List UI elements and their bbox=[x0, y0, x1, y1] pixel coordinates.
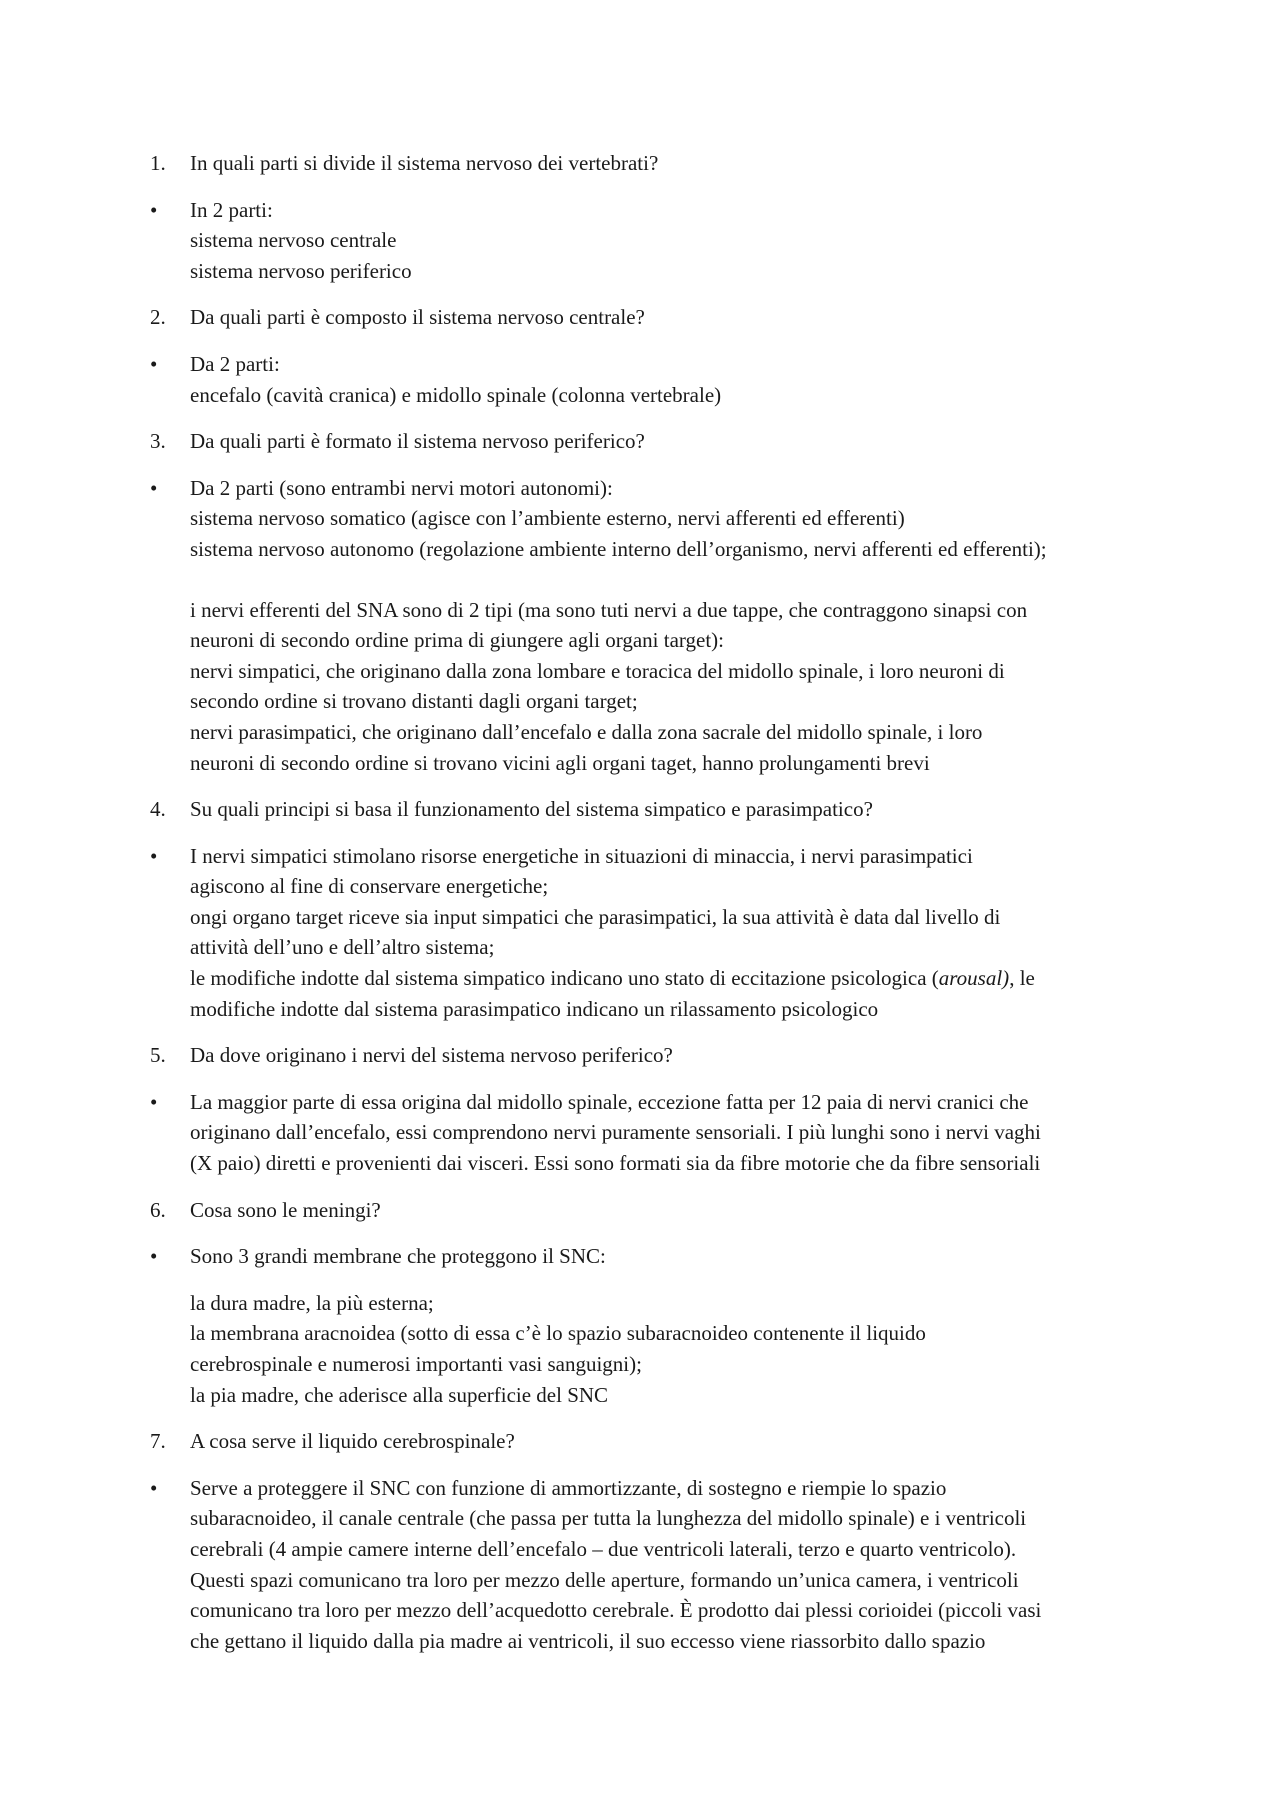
answer-6-details bbox=[150, 1288, 1160, 1410]
answer-1 bbox=[150, 195, 1160, 287]
text-line: Da dove originano i nervi del sistema nervoso periferico? bbox=[190, 1043, 673, 1068]
question-text bbox=[190, 794, 1160, 825]
answer-6 bbox=[150, 1241, 1160, 1272]
list-number: 1. bbox=[150, 151, 166, 175]
bullet: • bbox=[150, 197, 158, 222]
answer-5 bbox=[150, 1087, 1160, 1179]
question-text bbox=[190, 1040, 1160, 1071]
text-line: I nervi simpatici stimolano risorse energetiche in situazioni di minaccia, i nervi parasimpatici bbox=[190, 843, 973, 868]
text-line: attività dell’uno e dell’altro sistema; bbox=[190, 935, 495, 960]
emphasized-term: arousal) bbox=[938, 966, 1010, 991]
answer-3 bbox=[150, 473, 1160, 778]
bullet: • bbox=[150, 1475, 158, 1500]
question-7 bbox=[150, 1426, 1160, 1457]
text-line: La maggior parte di essa origina dal midollo spinale, eccezione fatta per 12 paia di nervi cranici che bbox=[190, 1089, 1029, 1114]
question-text bbox=[190, 1195, 1160, 1226]
text-line: i nervi efferenti del SNA sono di 2 tipi (ma sono tuti nervi a due tappe, che contraggono sinapsi con bbox=[190, 597, 1028, 622]
text-line: agiscono al fine di conservare energetiche; bbox=[190, 874, 549, 899]
question-text bbox=[190, 302, 1160, 333]
question-text bbox=[190, 1426, 1160, 1457]
question-3 bbox=[150, 426, 1160, 457]
list-number: 6. bbox=[150, 1197, 166, 1222]
answer-2 bbox=[150, 349, 1160, 410]
bullet: • bbox=[150, 843, 158, 868]
bullet: • bbox=[150, 475, 158, 500]
answer-text bbox=[190, 1288, 1160, 1410]
text-line: Sono 3 grandi membrane che proteggono il SNC: bbox=[190, 1244, 606, 1269]
text-line: cerebrospinale e numerosi importanti vasi sanguigni); bbox=[190, 1352, 642, 1376]
text-line: nervi parasimpatici, che originano dall’encefalo e dalla zona sacrale del midollo spinale, i loro bbox=[190, 719, 983, 744]
text-line: Da 2 parti: bbox=[190, 351, 280, 376]
blank-line bbox=[190, 565, 1160, 595]
question-2 bbox=[150, 302, 1160, 333]
text-line: cerebrali (4 ampie camere interne dell’encefalo – due ventricoli laterali, terzo e quarto ventricolo). bbox=[190, 1536, 1017, 1561]
bullet: • bbox=[150, 1244, 158, 1269]
text-line: secondo ordine si trovano distanti dagli organi target; bbox=[190, 689, 638, 714]
answer-text bbox=[190, 1473, 1160, 1657]
text-line: la pia madre, che aderisce alla superficie del SNC bbox=[190, 1382, 609, 1407]
text-line: la dura madre, la più esterna; bbox=[190, 1290, 434, 1315]
text-line: che gettano il liquido dalla pia madre ai ventricoli, il suo eccesso viene riassorbito dallo spazio bbox=[190, 1628, 986, 1653]
answer-text bbox=[190, 1087, 1160, 1179]
text-line: encefalo (cavità cranica) e midollo spinale (colonna vertebrale) bbox=[190, 382, 722, 407]
question-1 bbox=[150, 148, 1160, 179]
text-segment: le modifiche indotte dal sistema simpatico indicano uno stato di eccitazione psicologica ( bbox=[190, 966, 939, 991]
answer-text bbox=[190, 195, 1160, 287]
text-line: Su quali principi si basa il funzionamento del sistema simpatico e parasimpatico? bbox=[190, 797, 873, 822]
answer-text bbox=[190, 473, 1160, 778]
text-line: In quali parti si divide il sistema nervoso dei vertebrati? bbox=[190, 151, 659, 175]
text-line: sistema nervoso autonomo (regolazione ambiente interno dell’organismo, nervi afferenti ed efferenti); bbox=[190, 536, 1047, 561]
question-6 bbox=[150, 1195, 1160, 1226]
text-line: modifiche indotte dal sistema parasimpatico indicano un rilassamento psicologico bbox=[190, 996, 879, 1021]
text-line: In 2 parti: bbox=[190, 197, 273, 222]
answer-text bbox=[190, 1241, 1160, 1272]
answer-7 bbox=[150, 1473, 1160, 1657]
text-line: Cosa sono le meningi? bbox=[190, 1197, 381, 1222]
question-5 bbox=[150, 1040, 1160, 1071]
list-number: 5. bbox=[150, 1043, 166, 1068]
list-number: 2. bbox=[150, 305, 166, 330]
text-line: A cosa serve il liquido cerebrospinale? bbox=[190, 1429, 515, 1454]
question-text bbox=[190, 148, 1160, 179]
list-number: 3. bbox=[150, 429, 166, 454]
text-line: sistema nervoso periferico bbox=[190, 258, 412, 283]
text-segment: , le bbox=[1009, 966, 1035, 991]
text-line: comunicano tra loro per mezzo dell’acquedotto cerebrale. È prodotto dai plessi corioidei (piccoli vasi bbox=[190, 1598, 1042, 1623]
bullet: • bbox=[150, 1089, 158, 1114]
text-line: sistema nervoso centrale bbox=[190, 228, 397, 253]
text-line: Da quali parti è formato il sistema nervoso periferico? bbox=[190, 429, 645, 454]
text-line-with-emphasis bbox=[190, 963, 1160, 994]
text-line: neuroni di secondo ordine si trovano vicini agli organi taget, hanno prolungamenti brevi bbox=[190, 750, 930, 775]
text-line: la membrana aracnoidea (sotto di essa c’è lo spazio subaracnoideo contenente il liquido bbox=[190, 1321, 926, 1346]
text-line: sistema nervoso somatico (agisce con l’ambiente esterno, nervi afferenti ed efferenti) bbox=[190, 506, 905, 531]
question-4 bbox=[150, 794, 1160, 825]
list-number: 7. bbox=[150, 1429, 166, 1454]
text-line: subaracnoideo, il canale centrale (che passa per tutta la lunghezza del midollo spinale) e i ventricoli bbox=[190, 1506, 1027, 1531]
answer-text bbox=[190, 841, 1160, 1025]
text-line: nervi simpatici, che originano dalla zona lombare e toracica del midollo spinale, i loro neuroni di bbox=[190, 658, 1005, 683]
text-line: Da quali parti è composto il sistema nervoso centrale? bbox=[190, 305, 645, 330]
text-line: (X paio) diretti e provenienti dai visceri. Essi sono formati sia da fibre motorie che da fibre sensoriali bbox=[190, 1151, 1041, 1176]
text-line: originano dall’encefalo, essi comprendono nervi puramente sensoriali. I più lunghi sono i nervi vaghi bbox=[190, 1120, 1041, 1145]
answer-text bbox=[190, 349, 1160, 410]
list-number: 4. bbox=[150, 797, 166, 822]
bullet: • bbox=[150, 351, 158, 376]
text-line: Da 2 parti (sono entrambi nervi motori autonomi): bbox=[190, 475, 613, 500]
question-text bbox=[190, 426, 1160, 457]
text-line: Questi spazi comunicano tra loro per mezzo delle aperture, formando un’unica camera, i ventricoli bbox=[190, 1567, 1019, 1592]
text-line: Serve a proteggere il SNC con funzione di ammortizzante, di sostegno e riempie lo spazio bbox=[190, 1475, 947, 1500]
text-line: ongi organo target riceve sia input simpatici che parasimpatici, la sua attività è data dal livello di bbox=[190, 904, 1001, 929]
text-line: neuroni di secondo ordine prima di giungere agli organi target): bbox=[190, 628, 724, 653]
answer-4 bbox=[150, 841, 1160, 1025]
